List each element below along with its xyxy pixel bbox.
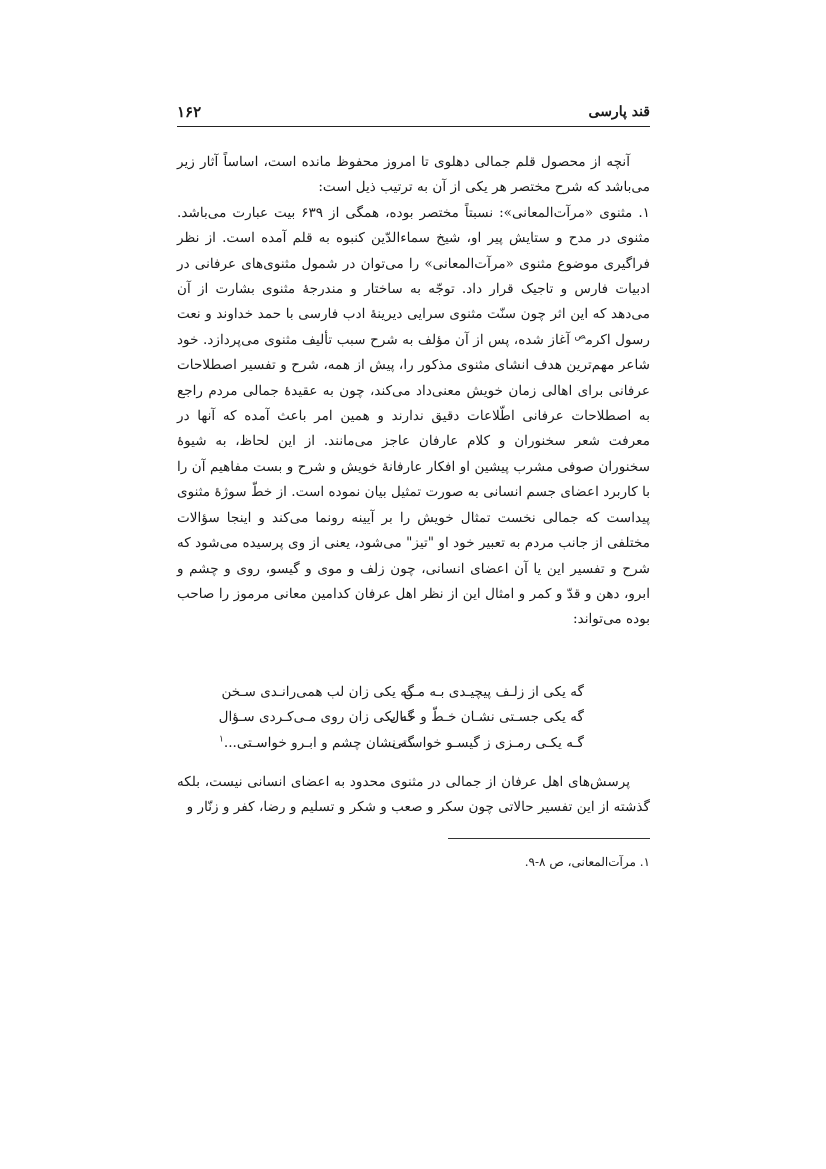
footnote — [177, 852, 650, 872]
footnote-reference[interactable]: ۱ — [219, 734, 224, 745]
hemistich-first: گه یکی جسـتی نشـان خـطّ و خـال — [389, 709, 584, 726]
paragraph-continued: پرسش‌های اهل عرفان از جمالی در مثنوی محدود به اعضای انسانی نیست، بلکه گذشته از این تفسیر حالاتی چون سکر و صعب و شکر و تسلیم و رضا، کفر و زنّار و — [177, 773, 650, 815]
verse-block — [177, 680, 650, 758]
couplet — [177, 705, 650, 730]
couplet — [177, 680, 650, 705]
hemistich-first: گـه یکـی رمـزی ز گیسـو خواسـتی — [391, 734, 584, 751]
list-item-masnavi — [177, 201, 650, 633]
couplet — [177, 731, 650, 756]
paragraph-intro: آنچه از محصول قلم جمالی دهلوی تا امروز محفوظ مانده است، اساساً آثار زیر می‌باشد که شرح مختصر هر یکی از آن به ترتیب ذیل است: — [177, 154, 650, 196]
main-text-continued — [177, 756, 650, 834]
hemistich-first: گه یکی از زلـف پیچیـدی بـه مـن — [403, 684, 584, 700]
page-header — [177, 100, 650, 127]
honorific-mark: ص — [574, 331, 586, 342]
page-number: ۱۶۲ — [177, 103, 202, 121]
hemistich-second: گه یکی زان لب همی‌رانـدی سـخن — [221, 684, 414, 700]
journal-title: قند پارسی — [588, 104, 650, 120]
list-item-number: ۱. — [638, 204, 650, 221]
footnote-text: ۱. مرآت‌المعانی، ص ۸-۹. — [524, 855, 650, 869]
hemistich-second: گه یکی زان روی مـی‌کـردی سـؤال — [218, 709, 414, 726]
footnote-divider — [448, 838, 650, 839]
hemistich-second — [219, 731, 414, 756]
hemistich-second-text: گه نشان چشم و ابـرو خواسـتی... — [223, 734, 414, 751]
main-text — [177, 150, 650, 633]
list-item-text: مثنوی «مرآت‌المعانی»: نسبتاً مختصر بوده، همگی از ۶۳۹ بیت عبارت می‌باشد. مثنوی در مدح و ستایش پیر او، شیخ سماءالدّین کنبوه به قلم آمده است. از نظر فراگیری موضوع مثنوی «مرآت‌المعانی» را می‌توان در شمول مثنوی‌های عرفانی در ادبیات فارس و تاجیک قرار داد. توجّه به ساختار و مندرجهٔ مثنوی بشارت از آن می‌دهد که این اثر چون سنّت مثنوی سرایی دیرینهٔ ادب فارسی با حمد خداوند و نعت رسول اکرم — [177, 204, 650, 348]
list-item-text-continued: آغاز شده، پس از آن مؤلف به شرح سبب تألیف مثنوی می‌پردازد. خود شاعر مهم‌ترین هدف انشای مثنوی مذکور را، پیش از همه، شرح و تفسیر اصطلاحات عرفانی برای اهالی زمان خویش معنی‌داد می‌کند، چون به عقیدهٔ جمالی مردم راجع به اصطلاحات عرفانی اطّلاعات دقیق ندارند و همین امر باعث آمده که آنها در معرفت شعر سخنوران و کلام عارفان عاجز می‌مانند. از این لحاظ، به شیوهٔ سخنوران صوفی مشرب پیشین او افکار عارفانهٔ خویش و شرح و بست مفاهیم آن را با کاربرد اعضای جسم انسانی به صورت تمثیل بیان نموده است. از خطّ سوژهٔ مثنوی پیداست که جمالی نخست تمثال خویش را بر آیینه رونما می‌کند و اینجا سؤالات مختلفی از جانب مردم به تعبیر خود او "تیز" می‌شود، یعنی از وی پرسیده می‌شود که شرح و تفسیر این یا آن اعضای انسانی، چون زلف و موی و گیسو، روی و چشم و ابرو، دهن و قدّ و کمر و امثال این از نظر اهل عرفان کدامین معانی مرموز را صاحب بوده می‌تواند: — [177, 331, 650, 628]
